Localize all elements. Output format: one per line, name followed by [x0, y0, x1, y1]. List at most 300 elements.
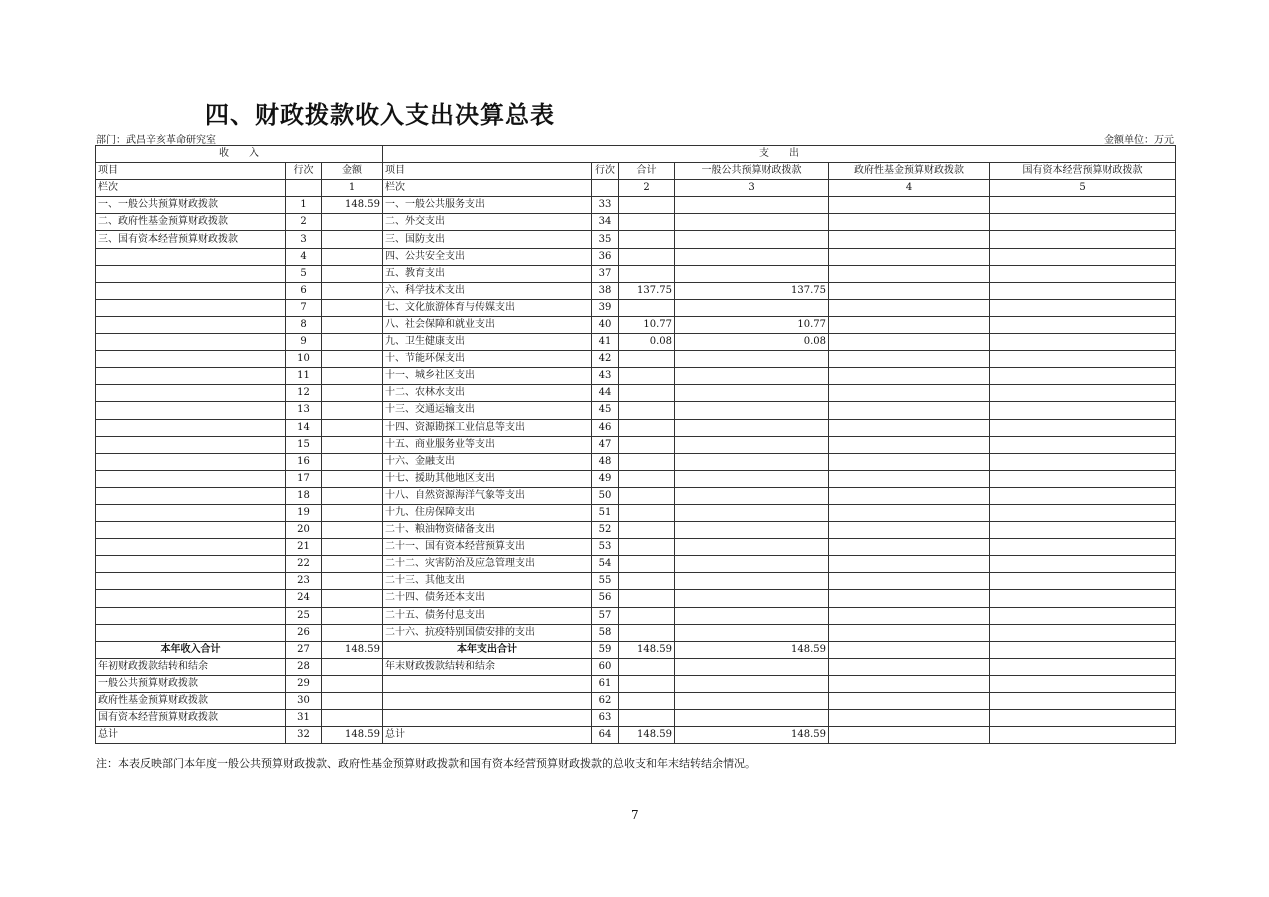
table-cell: 14: [286, 419, 322, 436]
table-cell: 总计: [383, 727, 592, 744]
table-cell: [619, 402, 675, 419]
table-cell: 59: [592, 641, 619, 658]
table-row: [96, 197, 1176, 214]
table-cell: [829, 522, 990, 539]
table-cell: [990, 299, 1176, 316]
table-cell: [322, 556, 383, 573]
table-cell: [322, 214, 383, 231]
table-cell: [96, 351, 286, 368]
table-row: [96, 658, 1176, 675]
table-cell: 7: [286, 299, 322, 316]
table-cell: [675, 710, 829, 727]
table-cell: [322, 590, 383, 607]
table-cell: 148.59: [619, 641, 675, 658]
table-cell: 二十一、国有资本经营预算支出: [383, 539, 592, 556]
table-cell: [990, 197, 1176, 214]
table-cell: 本年支出合计: [383, 641, 592, 658]
table-cell: 58: [592, 624, 619, 641]
section-header-row: [96, 146, 1176, 163]
table-cell: 二十六、抗疫特别国债安排的支出: [383, 624, 592, 641]
table-cell: [619, 214, 675, 231]
table-cell: 25: [286, 607, 322, 624]
table-row: [96, 231, 1176, 248]
table-cell: 48: [592, 453, 619, 470]
table-cell: 40: [592, 316, 619, 333]
table-cell: 4: [286, 248, 322, 265]
table-cell: [96, 624, 286, 641]
table-cell: [990, 265, 1176, 282]
table-cell: [96, 539, 286, 556]
table-cell: 148.59: [322, 727, 383, 744]
table-row: [96, 727, 1176, 744]
table-cell: [990, 693, 1176, 710]
table-cell: 行次: [592, 163, 619, 180]
table-cell: 148.59: [619, 727, 675, 744]
table-cell: 41: [592, 334, 619, 351]
table-cell: 32: [286, 727, 322, 744]
table-cell: 十七、援助其他地区支出: [383, 470, 592, 487]
table-cell: [829, 197, 990, 214]
table-cell: [675, 436, 829, 453]
table-cell: [675, 299, 829, 316]
table-cell: [829, 539, 990, 556]
table-cell: [990, 727, 1176, 744]
table-cell: 6: [286, 282, 322, 299]
table-cell: 60: [592, 658, 619, 675]
table-cell: [619, 504, 675, 521]
table-cell: [990, 282, 1176, 299]
table-row: [96, 368, 1176, 385]
table-cell: [990, 504, 1176, 521]
table-row: [96, 334, 1176, 351]
table-cell: [675, 385, 829, 402]
table-cell: [96, 573, 286, 590]
table-cell: [829, 316, 990, 333]
table-cell: [990, 351, 1176, 368]
table-cell: [990, 453, 1176, 470]
table-row: [96, 470, 1176, 487]
table-cell: 42: [592, 351, 619, 368]
table-cell: [990, 573, 1176, 590]
table-cell: 33: [592, 197, 619, 214]
table-cell: [829, 436, 990, 453]
table-cell: [619, 419, 675, 436]
table-cell: 10.77: [675, 316, 829, 333]
table-cell: [619, 351, 675, 368]
table-row: [96, 710, 1176, 727]
table-cell: 45: [592, 402, 619, 419]
table-cell: 52: [592, 522, 619, 539]
table-cell: 二十五、债务付息支出: [383, 607, 592, 624]
table-cell: 148.59: [675, 727, 829, 744]
finance-table: [95, 145, 1176, 744]
unit-label: 金额单位：万元: [1104, 135, 1174, 146]
table-cell: 栏次: [96, 180, 286, 197]
table-cell: [96, 590, 286, 607]
table-row: [96, 419, 1176, 436]
table-cell: [619, 231, 675, 248]
table-cell: [322, 624, 383, 641]
table-cell: [619, 556, 675, 573]
table-cell: [675, 504, 829, 521]
table-cell: [829, 556, 990, 573]
table-cell: 63: [592, 710, 619, 727]
table-cell: [619, 693, 675, 710]
table-cell: [96, 282, 286, 299]
table-cell: [829, 470, 990, 487]
table-cell: [990, 624, 1176, 641]
table-cell: [829, 231, 990, 248]
table-row: [96, 385, 1176, 402]
table-cell: [990, 214, 1176, 231]
table-cell: [675, 368, 829, 385]
table-cell: [675, 693, 829, 710]
table-cell: [990, 231, 1176, 248]
table-cell: [675, 453, 829, 470]
table-cell: 18: [286, 487, 322, 504]
table-cell: 二、政府性基金预算财政拨款: [96, 214, 286, 231]
table-cell: [990, 334, 1176, 351]
table-cell: 五、教育支出: [383, 265, 592, 282]
table-cell: 35: [592, 231, 619, 248]
table-cell: [619, 299, 675, 316]
table-row: [96, 641, 1176, 658]
table-cell: 金额: [322, 163, 383, 180]
table-cell: 政府性基金预算财政拨款: [829, 163, 990, 180]
table-cell: 26: [286, 624, 322, 641]
income-header: 收 入: [96, 146, 383, 163]
table-cell: 23: [286, 573, 322, 590]
table-cell: [619, 385, 675, 402]
table-cell: 十、节能环保支出: [383, 351, 592, 368]
table-cell: [619, 248, 675, 265]
table-cell: [322, 419, 383, 436]
table-cell: [322, 504, 383, 521]
table-cell: 十八、自然资源海洋气象等支出: [383, 487, 592, 504]
table-cell: 3: [675, 180, 829, 197]
table-cell: 年末财政拨款结转和结余: [383, 658, 592, 675]
table-cell: [829, 675, 990, 692]
table-cell: 64: [592, 727, 619, 744]
table-cell: [383, 693, 592, 710]
table-cell: 137.75: [619, 282, 675, 299]
table-cell: [990, 539, 1176, 556]
table-cell: [675, 402, 829, 419]
table-cell: [675, 248, 829, 265]
table-cell: 十五、商业服务业等支出: [383, 436, 592, 453]
table-cell: [619, 453, 675, 470]
table-cell: [322, 385, 383, 402]
table-cell: [619, 522, 675, 539]
table-row: [96, 351, 1176, 368]
table-cell: [675, 522, 829, 539]
table-cell: [619, 658, 675, 675]
table-cell: 27: [286, 641, 322, 658]
table-cell: 合计: [619, 163, 675, 180]
table-cell: 31: [286, 710, 322, 727]
table-cell: [990, 522, 1176, 539]
table-cell: 一般公共预算财政拨款: [96, 675, 286, 692]
table-cell: [829, 368, 990, 385]
table-cell: 29: [286, 675, 322, 692]
table-cell: 61: [592, 675, 619, 692]
table-row: [96, 504, 1176, 521]
table-cell: [675, 624, 829, 641]
table-cell: [990, 248, 1176, 265]
table-cell: 项目: [96, 163, 286, 180]
table-cell: 1: [286, 197, 322, 214]
column-index-row: [96, 180, 1176, 197]
table-cell: 二十三、其他支出: [383, 573, 592, 590]
table-cell: 21: [286, 539, 322, 556]
table-cell: [383, 710, 592, 727]
table-cell: 54: [592, 556, 619, 573]
table-cell: [829, 282, 990, 299]
table-cell: [829, 590, 990, 607]
table-cell: 20: [286, 522, 322, 539]
table-cell: [675, 197, 829, 214]
table-row: [96, 282, 1176, 299]
column-header-row: [96, 163, 1176, 180]
table-cell: 148.59: [322, 641, 383, 658]
table-cell: [990, 419, 1176, 436]
table-cell: 10.77: [619, 316, 675, 333]
table-cell: [322, 368, 383, 385]
table-cell: [990, 470, 1176, 487]
table-cell: 十三、交通运输支出: [383, 402, 592, 419]
table-cell: [619, 436, 675, 453]
table-cell: [96, 316, 286, 333]
table-cell: [322, 248, 383, 265]
page-title: 四、财政拨款收入支出决算总表: [205, 101, 555, 129]
table-cell: 37: [592, 265, 619, 282]
table-cell: 二十二、灾害防治及应急管理支出: [383, 556, 592, 573]
table-cell: 57: [592, 607, 619, 624]
table-cell: [322, 402, 383, 419]
table-cell: 六、科学技术支出: [383, 282, 592, 299]
table-row: [96, 487, 1176, 504]
table-cell: 栏次: [383, 180, 592, 197]
table-cell: 5: [990, 180, 1176, 197]
table-cell: 10: [286, 351, 322, 368]
page-number: 7: [631, 808, 639, 822]
table-cell: [383, 675, 592, 692]
table-cell: 17: [286, 470, 322, 487]
table-cell: 一、一般公共预算财政拨款: [96, 197, 286, 214]
table-cell: [96, 556, 286, 573]
table-cell: [619, 265, 675, 282]
table-cell: [322, 334, 383, 351]
table-cell: 政府性基金预算财政拨款: [96, 693, 286, 710]
table-cell: 二十四、债务还本支出: [383, 590, 592, 607]
table-cell: 本年收入合计: [96, 641, 286, 658]
table-cell: 十一、城乡社区支出: [383, 368, 592, 385]
table-cell: [322, 351, 383, 368]
table-cell: 一般公共预算财政拨款: [675, 163, 829, 180]
table-cell: [322, 693, 383, 710]
table-cell: [990, 590, 1176, 607]
table-cell: [990, 487, 1176, 504]
table-cell: [322, 658, 383, 675]
table-cell: [829, 641, 990, 658]
table-cell: [675, 214, 829, 231]
table-cell: [286, 180, 322, 197]
table-cell: [829, 573, 990, 590]
table-cell: [96, 504, 286, 521]
table-cell: [96, 248, 286, 265]
table-cell: [829, 693, 990, 710]
table-cell: [322, 231, 383, 248]
table-cell: 36: [592, 248, 619, 265]
table-cell: 13: [286, 402, 322, 419]
table-cell: 三、国有资本经营预算财政拨款: [96, 231, 286, 248]
table-cell: [322, 436, 383, 453]
table-cell: 九、卫生健康支出: [383, 334, 592, 351]
table-cell: [592, 180, 619, 197]
table-cell: [322, 607, 383, 624]
table-cell: 1: [322, 180, 383, 197]
table-cell: [990, 658, 1176, 675]
table-row: [96, 436, 1176, 453]
table-cell: [829, 487, 990, 504]
table-cell: 30: [286, 693, 322, 710]
table-cell: 十四、资源勘探工业信息等支出: [383, 419, 592, 436]
table-cell: 9: [286, 334, 322, 351]
table-cell: [675, 658, 829, 675]
table-cell: 34: [592, 214, 619, 231]
table-cell: 二十、粮油物资储备支出: [383, 522, 592, 539]
table-cell: 2: [619, 180, 675, 197]
table-cell: 十六、金融支出: [383, 453, 592, 470]
table-cell: [675, 573, 829, 590]
table-cell: 137.75: [675, 282, 829, 299]
table-cell: 15: [286, 436, 322, 453]
table-cell: [990, 641, 1176, 658]
table-cell: [322, 470, 383, 487]
table-cell: [675, 351, 829, 368]
table-cell: [96, 607, 286, 624]
table-cell: 一、一般公共服务支出: [383, 197, 592, 214]
table-row: [96, 573, 1176, 590]
table-cell: 年初财政拨款结转和结余: [96, 658, 286, 675]
table-cell: [322, 522, 383, 539]
table-cell: 5: [286, 265, 322, 282]
table-cell: [619, 470, 675, 487]
table-cell: 七、文化旅游体育与传媒支出: [383, 299, 592, 316]
table-cell: [322, 316, 383, 333]
table-row: [96, 607, 1176, 624]
table-cell: 国有资本经营预算财政拨款: [96, 710, 286, 727]
table-cell: [829, 727, 990, 744]
table-cell: [96, 265, 286, 282]
table-cell: [829, 351, 990, 368]
table-row: [96, 539, 1176, 556]
table-cell: [619, 675, 675, 692]
table-cell: 19: [286, 504, 322, 521]
table-cell: 46: [592, 419, 619, 436]
table-cell: [675, 607, 829, 624]
table-cell: 16: [286, 453, 322, 470]
table-cell: [829, 453, 990, 470]
table-cell: [829, 624, 990, 641]
table-cell: 51: [592, 504, 619, 521]
table-cell: 三、国防支出: [383, 231, 592, 248]
table-cell: [829, 265, 990, 282]
table-cell: 2: [286, 214, 322, 231]
table-cell: 44: [592, 385, 619, 402]
table-cell: [619, 487, 675, 504]
table-row: [96, 453, 1176, 470]
table-cell: [829, 334, 990, 351]
table-cell: [619, 624, 675, 641]
table-cell: 47: [592, 436, 619, 453]
table-cell: [96, 522, 286, 539]
table-body: [96, 146, 1176, 744]
table-cell: 53: [592, 539, 619, 556]
table-row: [96, 675, 1176, 692]
table-cell: [990, 402, 1176, 419]
table-cell: [675, 675, 829, 692]
table-cell: [829, 299, 990, 316]
table-cell: 22: [286, 556, 322, 573]
table-cell: 十九、住房保障支出: [383, 504, 592, 521]
table-cell: [675, 556, 829, 573]
footnote: 注：本表反映部门本年度一般公共预算财政拨款、政府性基金预算财政拨款和国有资本经营预算财政拨款的总收支和年末结转结余情况。: [96, 757, 756, 770]
table-row: [96, 248, 1176, 265]
table-cell: [675, 590, 829, 607]
table-cell: 国有资本经营预算财政拨款: [990, 163, 1176, 180]
table-cell: 62: [592, 693, 619, 710]
table-cell: 0.08: [619, 334, 675, 351]
table-cell: [675, 487, 829, 504]
table-cell: [96, 487, 286, 504]
department-label: 部门：武昌辛亥革命研究室: [96, 135, 216, 146]
table-cell: [322, 539, 383, 556]
table-cell: [322, 453, 383, 470]
table-row: [96, 265, 1176, 282]
table-cell: 二、外交支出: [383, 214, 592, 231]
table-cell: 43: [592, 368, 619, 385]
table-cell: 55: [592, 573, 619, 590]
table-cell: [619, 539, 675, 556]
table-cell: [96, 299, 286, 316]
table-cell: [990, 316, 1176, 333]
expense-header: 支 出: [383, 146, 1176, 163]
table-row: [96, 556, 1176, 573]
table-cell: [322, 573, 383, 590]
table-cell: [829, 402, 990, 419]
table-cell: [322, 487, 383, 504]
table-cell: [829, 710, 990, 727]
table-cell: [829, 248, 990, 265]
table-cell: [990, 556, 1176, 573]
table-cell: [829, 419, 990, 436]
table-cell: [619, 590, 675, 607]
table-cell: [829, 214, 990, 231]
table-row: [96, 522, 1176, 539]
table-cell: [829, 385, 990, 402]
table-cell: 38: [592, 282, 619, 299]
table-row: [96, 590, 1176, 607]
table-row: [96, 299, 1176, 316]
table-cell: [322, 265, 383, 282]
table-cell: [619, 368, 675, 385]
table-cell: 12: [286, 385, 322, 402]
table-cell: [675, 470, 829, 487]
table-row: [96, 214, 1176, 231]
table-cell: [322, 710, 383, 727]
table-cell: [829, 658, 990, 675]
